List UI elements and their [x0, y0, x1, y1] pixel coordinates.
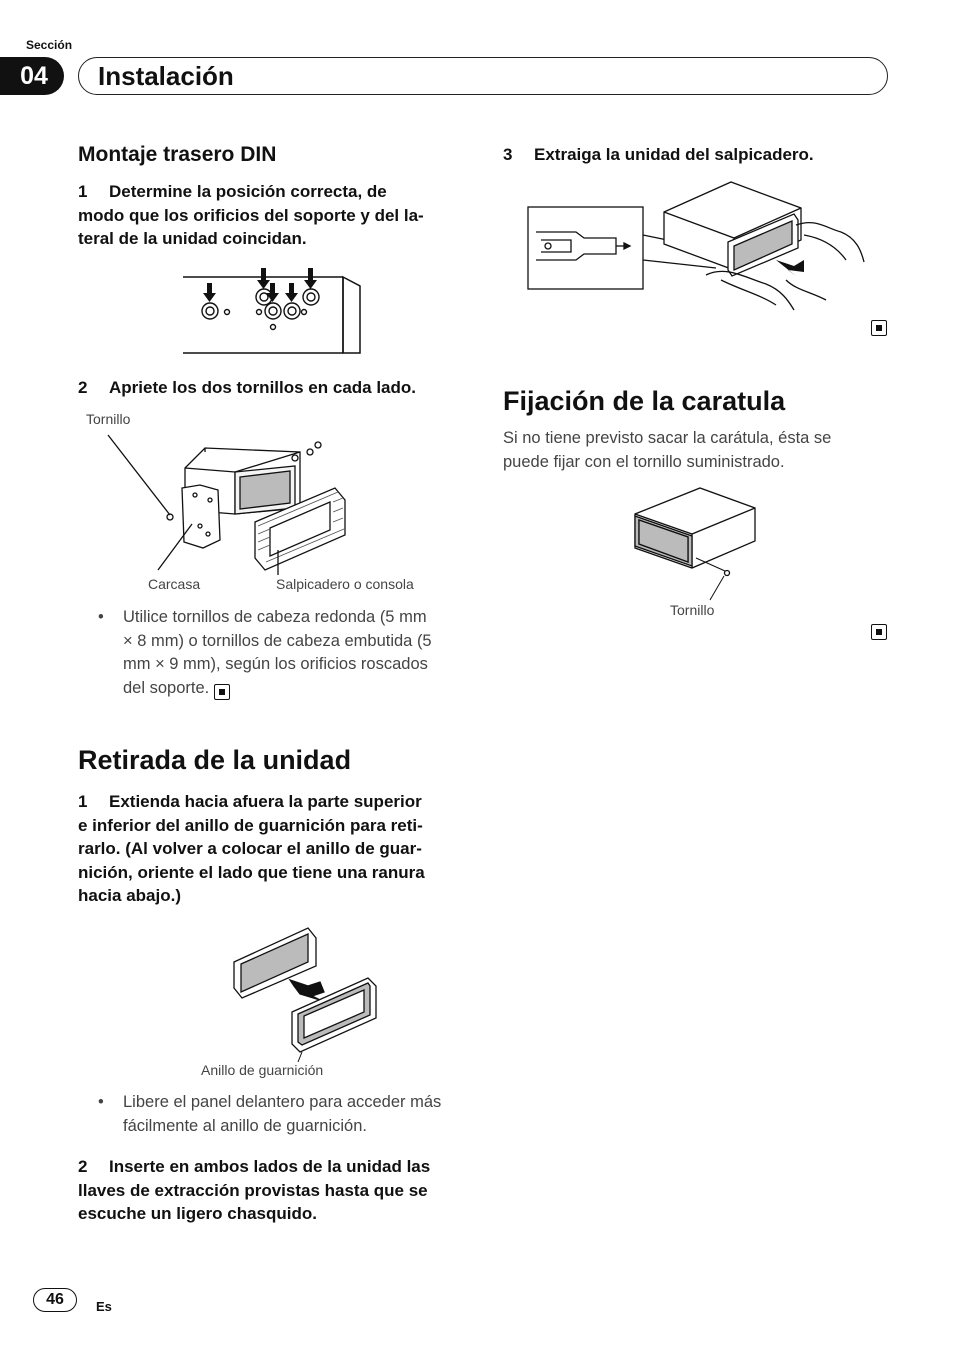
trim-ring-figure [228, 920, 378, 1060]
step-text: Apriete los dos tornillos en cada lado. [109, 378, 417, 397]
step-line: escuche un ligero chasquido. [78, 1204, 317, 1224]
end-mark-icon [871, 320, 887, 336]
label-tornillo-caratula: Tornillo [670, 602, 715, 618]
step-line: Determine la posición correcta, de [109, 182, 387, 201]
bullet-line: Libere el panel delantero para acceder más [123, 1093, 442, 1111]
retirada-bullet [78, 1091, 515, 1138]
step-line: Inserte en ambos lados de la unidad las [109, 1157, 431, 1176]
label-carcasa: Carcasa [148, 576, 201, 592]
bullet-dot: • [98, 1093, 104, 1111]
language-code: Es [96, 1299, 112, 1314]
heading-retirada: Retirada de la unidad [78, 745, 352, 775]
step-number: 2 [78, 378, 88, 397]
retirada-step-1 [78, 790, 470, 908]
step-line: Extienda hacia afuera la parte superior [109, 792, 422, 811]
step-line: teral de la unidad coincidan. [78, 229, 307, 249]
step-number: 1 [78, 182, 88, 201]
screw-mounting-figure [100, 430, 360, 578]
page-number: 46 [33, 1288, 77, 1312]
bullet-dot: • [98, 608, 104, 626]
retirada-step-3 [503, 143, 814, 167]
faceplate-screw-figure [630, 486, 760, 586]
bullet-line: fácilmente al anillo de guarnición. [123, 1116, 367, 1135]
section-title: Instalación [98, 61, 234, 91]
body-line: puede fijar con el tornillo suministrado. [503, 452, 785, 471]
bullet-line: mm × 9 mm), según los orificios roscados [123, 655, 428, 674]
end-mark-icon [214, 684, 230, 700]
heading-fijacion: Fijación de la caratula [503, 386, 786, 416]
step-line: e inferior del anillo de guarnición para reti- [78, 815, 423, 835]
step-number: 1 [78, 792, 88, 811]
label-salpicadero: Salpicadero o consola [276, 576, 414, 592]
fijacion-body [503, 427, 895, 474]
section-number-badge: 04 [0, 57, 64, 95]
step-number: 2 [78, 1157, 88, 1176]
heading-montaje: Montaje trasero DIN [78, 143, 277, 166]
end-mark-icon [871, 624, 887, 640]
bullet-line: × 8 mm) o tornillos de cabeza embutida (5 [123, 631, 432, 650]
bullet-line: del soporte. [123, 678, 210, 697]
bullet-line: Utilice tornillos de cabeza redonda (5 mm [123, 608, 427, 626]
label-anillo: Anillo de guarnición [201, 1062, 324, 1078]
montaje-step-1 [78, 180, 468, 251]
retirada-step-2 [78, 1155, 470, 1226]
step-line: hacia abajo.) [78, 886, 181, 906]
step-number: 3 [503, 145, 513, 164]
montaje-bullet [78, 606, 515, 700]
montaje-step-2 [78, 376, 416, 400]
step-line: rarlo. (Al volver a colocar el anillo de guar- [78, 839, 422, 859]
body-line: Si no tiene previsto sacar la carátula, ésta se [503, 429, 832, 447]
step-line: llaves de extracción provistas hasta que se [78, 1180, 428, 1200]
label-tornillo: Tornillo [86, 411, 131, 427]
step-text: Extraiga la unidad del salpicadero. [534, 145, 814, 164]
unit-extraction-figure [526, 180, 871, 315]
section-label: Sección [26, 38, 73, 52]
step-line: modo que los orificios del soporte y del la- [78, 205, 424, 225]
step-line: nición, oriente el lado que tiene una ranura [78, 862, 425, 882]
din-bracket-figure [180, 264, 370, 360]
